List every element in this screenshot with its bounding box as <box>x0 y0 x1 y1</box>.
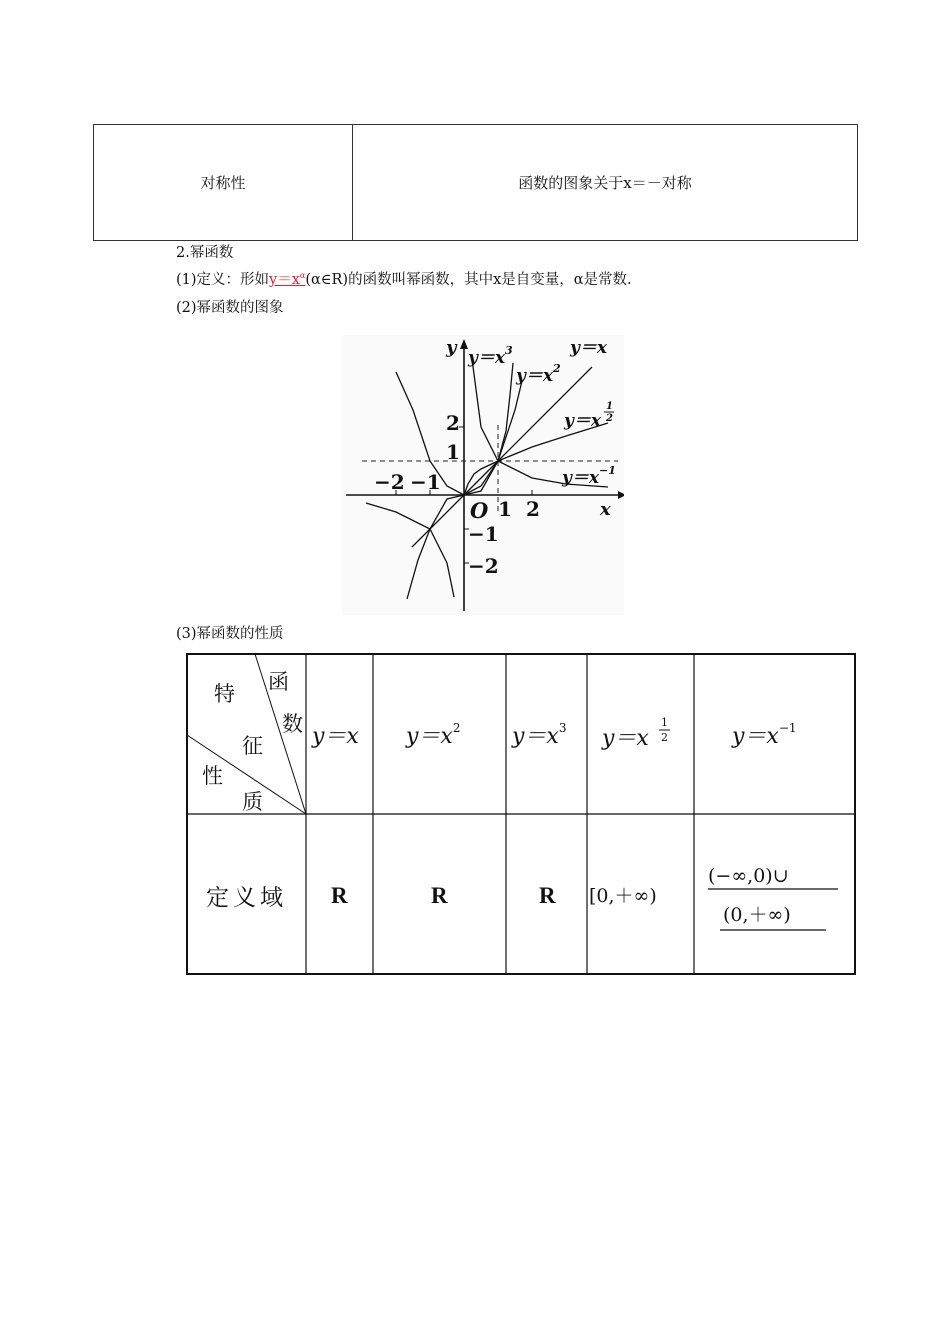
tick-y-neg2: −2 <box>468 554 499 578</box>
domain-square: R <box>431 883 448 908</box>
table-cell-value: 函数的图象关于x＝－对称 <box>518 174 692 192</box>
label-sqrt-exp-num: 1 <box>606 401 613 412</box>
tick-x-neg1: −1 <box>410 470 441 494</box>
tick-y-neg1: −1 <box>468 522 499 546</box>
header-sqrt: y＝x <box>602 726 649 751</box>
definition-prefix: (1)定义：形如 <box>176 272 270 288</box>
section-heading: 2.幂函数 <box>176 245 234 261</box>
corner-han: 函 <box>268 670 289 694</box>
header-sqrt-exp-den: 2 <box>661 731 668 744</box>
header-sqrt-exp-num: 1 <box>661 716 668 729</box>
definition-line <box>176 268 632 289</box>
domain-inverse-line1: (−∞,0)∪ <box>708 865 789 887</box>
corner-xing: 性 <box>202 764 223 788</box>
table-cell-label: 对称性 <box>200 174 246 192</box>
symmetry-table <box>93 124 858 241</box>
domain-linear: R <box>331 883 348 908</box>
tick-x-2: 2 <box>526 497 540 521</box>
label-sqrt: y＝x <box>564 411 602 431</box>
corner-te: 特 <box>214 682 235 706</box>
header-square: $y=x^2$ <box>406 721 461 749</box>
row-label-domain: 定义域 <box>206 885 287 911</box>
graph-caption: (2)幂函数的图象 <box>176 300 284 316</box>
header-linear: y＝x <box>312 724 359 749</box>
origin-label: O <box>470 498 489 523</box>
label-cube: $y=x^3$ <box>468 344 513 368</box>
tick-y-1: 1 <box>446 440 460 464</box>
properties-caption: (3)幂函数的性质 <box>176 626 284 642</box>
x-axis-label: x <box>600 499 611 520</box>
power-function-graph <box>342 335 624 615</box>
label-linear: y＝x <box>570 338 608 358</box>
definition-formula: $y=x^\alpha$ <box>269 271 306 288</box>
tick-x-neg2: −2 <box>374 470 405 494</box>
y-axis-label: y <box>446 337 457 358</box>
corner-zhi: 质 <box>242 790 263 814</box>
domain-cube: R <box>539 883 556 908</box>
domain-inverse-line2: (0,＋∞) <box>723 904 791 926</box>
label-square: $y=x^2$ <box>516 362 561 386</box>
label-inverse: $y=x^{-1}$ <box>562 464 616 488</box>
header-cube: $y=x^3$ <box>512 721 567 749</box>
tick-x-1: 1 <box>498 497 512 521</box>
header-inverse: $y=x^{-1}$ <box>732 721 797 749</box>
definition-suffix: (α∈R)的函数叫幂函数，其中x是自变量，α是常数. <box>305 272 632 288</box>
corner-zheng: 征 <box>242 734 263 758</box>
domain-sqrt: [0,＋∞) <box>589 885 657 907</box>
properties-table <box>186 653 856 975</box>
label-sqrt-exp-den: 2 <box>606 413 613 424</box>
tick-y-2: 2 <box>446 411 460 435</box>
corner-shu: 数 <box>282 712 303 736</box>
